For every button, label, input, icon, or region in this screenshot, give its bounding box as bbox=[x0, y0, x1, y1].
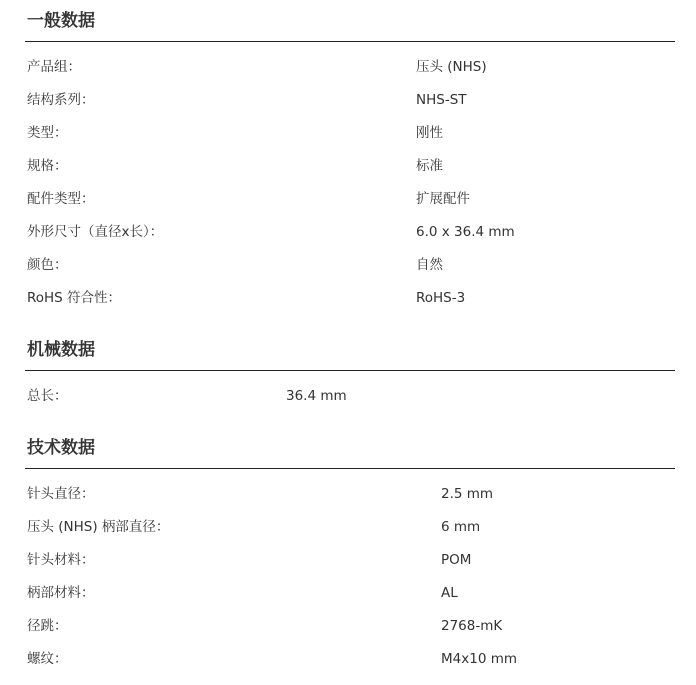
spec-label: 类型： bbox=[27, 125, 68, 141]
spec-value: AL bbox=[441, 585, 458, 601]
spec-value: POM bbox=[441, 552, 472, 568]
spec-value: 6.0 x 36.4 mm bbox=[416, 224, 515, 240]
technical-data-heading: 技术数据 bbox=[27, 438, 95, 458]
technical-data-divider bbox=[25, 468, 675, 469]
spec-label: 产品组： bbox=[27, 59, 81, 75]
spec-row-shank-material bbox=[25, 583, 675, 603]
spec-value: M4x10 mm bbox=[441, 651, 517, 667]
spec-row-total-length bbox=[25, 386, 675, 406]
spec-label: 规格： bbox=[27, 158, 68, 174]
spec-row-dimensions bbox=[25, 222, 675, 242]
spec-value: 压头 (NHS) bbox=[416, 59, 487, 75]
spec-row-runout bbox=[25, 616, 675, 636]
spec-label: 外形尺寸（直径x长）： bbox=[27, 224, 164, 240]
spec-row-spec bbox=[25, 156, 675, 176]
spec-label: 螺纹： bbox=[27, 651, 68, 667]
spec-value: 自然 bbox=[416, 257, 443, 273]
spec-row-color bbox=[25, 255, 675, 275]
spec-value: RoHS-3 bbox=[416, 290, 466, 306]
spec-label: 压头 (NHS) 柄部直径： bbox=[27, 519, 170, 535]
spec-label: 配件类型： bbox=[27, 191, 95, 207]
spec-label: 针头材料： bbox=[27, 552, 95, 568]
spec-value: 扩展配件 bbox=[416, 191, 470, 207]
spec-row-rohs bbox=[25, 288, 675, 308]
spec-row-series bbox=[25, 90, 675, 110]
spec-row-product-group bbox=[25, 57, 675, 77]
spec-value: 2768-mK bbox=[441, 618, 503, 634]
spec-value: 6 mm bbox=[441, 519, 481, 535]
spec-row-tip-material bbox=[25, 550, 675, 570]
spec-value: 标准 bbox=[416, 158, 443, 174]
spec-value: 刚性 bbox=[416, 125, 443, 141]
mechanical-data-divider bbox=[25, 370, 675, 371]
spec-label: 颜色： bbox=[27, 257, 68, 273]
spec-row-tip-diameter bbox=[25, 484, 675, 504]
spec-label: 柄部材料： bbox=[27, 585, 95, 601]
spec-value: 36.4 mm bbox=[286, 388, 347, 404]
general-data-divider bbox=[25, 41, 675, 42]
spec-row-shank-diameter bbox=[25, 517, 675, 537]
spec-value: NHS-ST bbox=[416, 92, 467, 108]
spec-row-thread bbox=[25, 649, 675, 669]
spec-value: 2.5 mm bbox=[441, 486, 494, 502]
spec-label: 结构系列： bbox=[27, 92, 95, 108]
mechanical-data-heading: 机械数据 bbox=[27, 340, 95, 360]
spec-label: RoHS 符合性： bbox=[27, 290, 122, 306]
spec-label: 针头直径： bbox=[27, 486, 95, 502]
spec-label: 径跳： bbox=[27, 618, 68, 634]
spec-row-accessory-type bbox=[25, 189, 675, 209]
spec-row-type bbox=[25, 123, 675, 143]
spec-label: 总长： bbox=[27, 388, 68, 404]
general-data-heading: 一般数据 bbox=[27, 11, 95, 31]
